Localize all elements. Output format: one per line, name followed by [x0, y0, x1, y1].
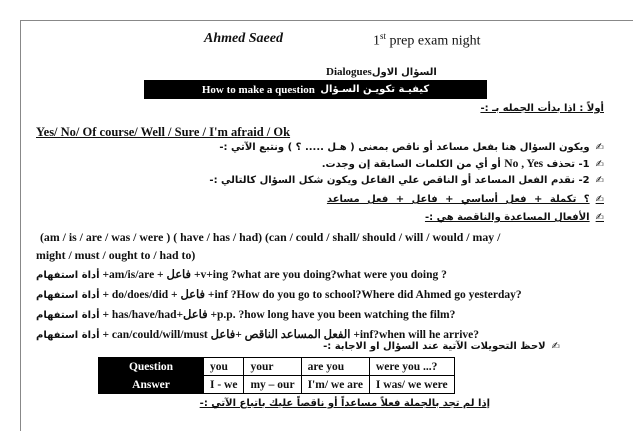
rule-1-text: ويكون السؤال هنا بفعل مساعد أو ناقص بمعنى ( هـل ..... ؟ ) ونتبع الآتي :- — [219, 142, 590, 153]
example-1-text: +am/is/are + فاعل +v+ing ?what are you doing?what were you doing ? — [102, 269, 447, 281]
table-cell: you — [204, 358, 244, 376]
table-row — [99, 376, 455, 394]
answer-label: Answer — [99, 376, 204, 394]
section-heading — [326, 66, 437, 78]
example-1-label: أداة استفهام — [36, 270, 100, 281]
aux-verbs-line-2: might / must / ought to / had to) — [36, 248, 196, 262]
bullet-icon: ✍ — [595, 159, 604, 170]
aux-heading-text: الأفعال المساعدة والناقصة هي :- — [424, 212, 590, 223]
rule-3-text: 2- نقدم الفعل المساعد أو الناقص علي الفاعل ويكون شكل السؤال كالتالي :- — [209, 175, 590, 186]
bullet-icon: ✍ — [595, 212, 604, 223]
table-cell: are you — [301, 358, 369, 376]
first-case-heading: أولاً : اذا بدأت الجمله بـ :- — [480, 103, 604, 114]
aux-heading — [425, 212, 604, 223]
table-cell: my – our — [244, 376, 301, 394]
rule-line-3 — [209, 175, 604, 186]
rule-line-2 — [322, 158, 604, 170]
bullet-icon: ✍ — [551, 341, 560, 352]
exam-title — [373, 31, 481, 50]
last-rule-line: إذا لم تجد بالجملة فعلاً مساعداً أو ناقصاً عليك باتباع الآتي :- — [199, 398, 490, 409]
banner-en: How to make a question — [201, 83, 315, 96]
grade-number: 1 — [373, 33, 380, 49]
table-cell: were you ...? — [369, 358, 454, 376]
banner-ar: كيفيـة تكويـن السـؤال — [320, 84, 430, 95]
section-heading-ar: السؤال الاول — [371, 67, 437, 78]
example-line-4 — [36, 327, 479, 341]
bullet-icon: ✍ — [595, 194, 604, 205]
title-rest: prep exam night — [389, 33, 481, 49]
author-name: Ahmed Saeed — [204, 31, 283, 46]
example-3-text: + has/have/had+فاعل +p.p. ?how long have you been watching the film? — [102, 309, 456, 321]
bullet-icon: ✍ — [595, 142, 604, 153]
question-label: Question — [99, 358, 204, 376]
example-line-2 — [36, 287, 522, 301]
rule-2-prefix: 1- تحذف — [546, 159, 590, 170]
table-cell: I was/ we were — [369, 376, 454, 394]
table-cell: I'm/ we are — [301, 376, 369, 394]
rule-2-suffix: أو أي من الكلمات السابقة إن وجدت. — [321, 159, 501, 170]
example-line-3 — [36, 307, 455, 321]
starter-words: Yes/ No/ Of course/ Well / Sure / I'm afraid / Ok — [36, 125, 291, 139]
example-2-text: + do/does/did + فاعل +inf ?How do you go to school?Where did Ahmed go yesterday? — [102, 289, 522, 301]
example-line-1 — [36, 267, 447, 281]
example-4-text: + can/could/will/must الفعل المساعد الناقص +فاعل +inf?when will he arrive? — [102, 329, 480, 341]
note-line — [323, 341, 560, 352]
formula-text: ؟ تكملة + فعل أساسي + فاعل + فعل مساعد — [326, 194, 590, 205]
example-4-label: أداة استفهام — [36, 330, 100, 341]
section-heading-en: Dialogues — [326, 66, 372, 78]
formula-line — [327, 194, 604, 205]
rule-2-words: No , Yes — [504, 158, 544, 170]
table-cell: I - we — [204, 376, 244, 394]
table-row — [99, 358, 455, 376]
note-text: لاحظ التحويلات الآتية عند السؤال او الاجابة :- — [323, 341, 546, 352]
grade-suffix: st — [380, 31, 387, 41]
table-cell: your — [244, 358, 301, 376]
bullet-icon: ✍ — [595, 175, 604, 186]
example-3-label: أداة استفهام — [36, 310, 100, 321]
pronoun-table — [98, 357, 455, 394]
section-banner — [144, 80, 487, 99]
example-2-label: أداة استفهام — [36, 290, 100, 301]
aux-verbs-line-1: (am / is / are / was / were ) ( have / has / had) (can / could / shall/ should / will / would / may / — [40, 230, 501, 244]
rule-line-1 — [219, 142, 604, 153]
